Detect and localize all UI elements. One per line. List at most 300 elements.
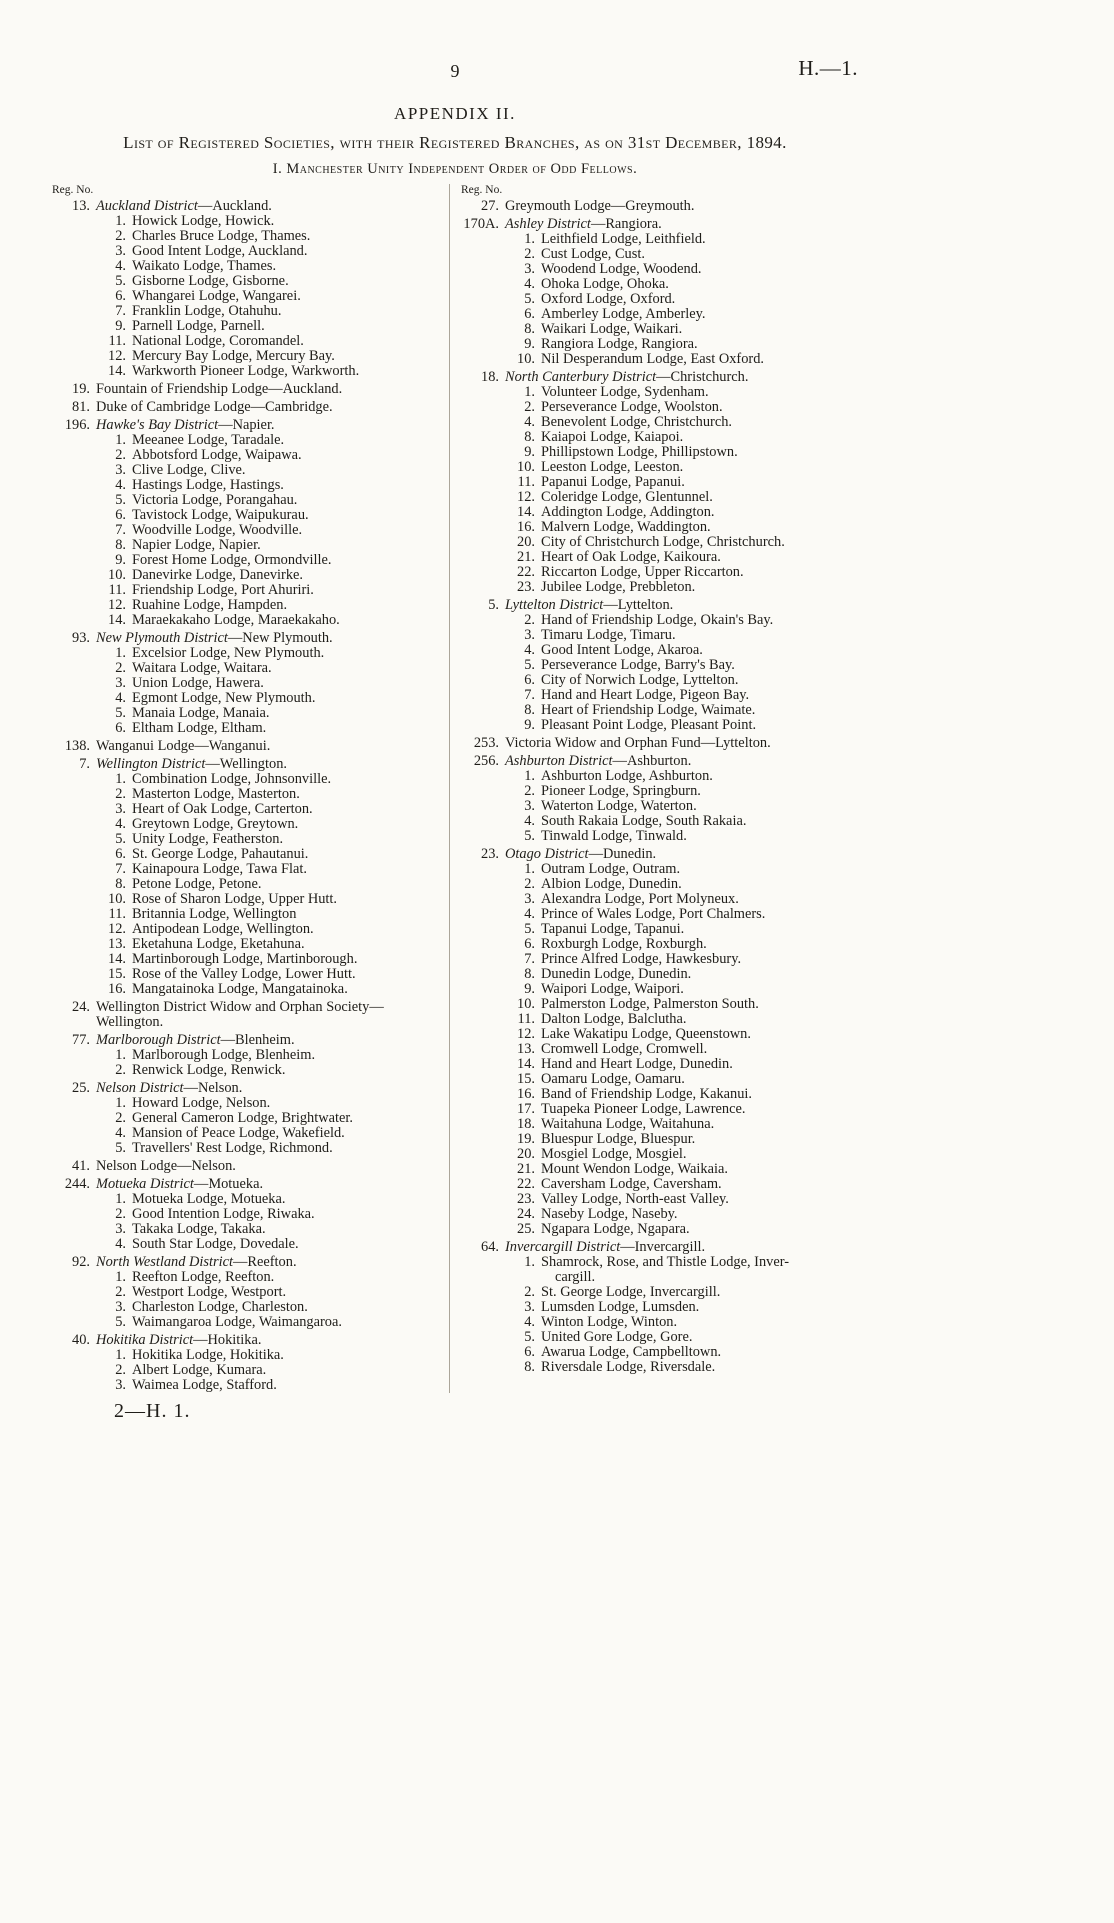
lodge-item: [461, 1330, 858, 1345]
lodge-name: Volunteer Lodge, Sydenham.: [541, 384, 709, 400]
lodge-item: [52, 448, 441, 463]
lodge-name: Timaru Lodge, Timaru.: [541, 627, 676, 643]
lodge-name-continued: cargill.: [555, 1269, 596, 1285]
society-block: [52, 400, 441, 415]
lodge-name: Ngapara Lodge, Ngapara.: [541, 1221, 690, 1237]
lodge-number: 4.: [115, 690, 126, 706]
lodge-item: [461, 1192, 858, 1207]
lodge-item: [52, 721, 441, 736]
lodge-number: 1.: [115, 1269, 126, 1285]
lodge-number: 6.: [524, 936, 535, 952]
lodge-name: Waimea Lodge, Stafford.: [132, 1377, 277, 1393]
lodge-number: 3.: [524, 891, 535, 907]
lodge-item: [52, 1315, 441, 1330]
lodge-item: [461, 613, 858, 628]
society-title: Duke of Cambridge Lodge—Cambridge.: [96, 399, 333, 415]
lodge-number: 7.: [524, 951, 535, 967]
lodge-name: Warkworth Pioneer Lodge, Warkworth.: [132, 363, 360, 379]
lodge-item: [52, 1378, 441, 1393]
lodge-item: [461, 520, 858, 535]
lodge-item: [461, 1255, 858, 1285]
lodge-number: 1.: [524, 861, 535, 877]
lodge-name: Oamaru Lodge, Oamaru.: [541, 1071, 685, 1087]
lodge-name: Hand of Friendship Lodge, Okain's Bay.: [541, 612, 774, 628]
lodge-item: [52, 478, 441, 493]
lodge-item: [461, 922, 858, 937]
lodge-name: Ohoka Lodge, Ohoka.: [541, 276, 669, 292]
lodge-number: 10.: [108, 891, 126, 907]
lodge-item: [52, 274, 441, 289]
lodge-number: 7.: [115, 303, 126, 319]
lodge-item: [52, 259, 441, 274]
registration-number: 93.: [72, 630, 90, 646]
lodge-name: Union Lodge, Hawera.: [132, 675, 264, 691]
lodge-item: [461, 1300, 858, 1315]
registration-number: 25.: [72, 1080, 90, 1096]
lodge-number: 11.: [108, 582, 126, 598]
society-block: [52, 1255, 441, 1330]
lodge-name: Tapanui Lodge, Tapanui.: [541, 921, 685, 937]
lodge-item: [461, 247, 858, 262]
lodge-item: [461, 892, 858, 907]
lodge-item: [461, 997, 858, 1012]
lodge-name: Rose of Sharon Lodge, Upper Hutt.: [132, 891, 338, 907]
society-block: [461, 217, 858, 367]
lodge-item: [461, 565, 858, 580]
lodge-name: Albert Lodge, Kumara.: [132, 1362, 267, 1378]
lodge-number: 12.: [517, 1026, 535, 1042]
lodge-item: [52, 1363, 441, 1378]
lodge-number: 21.: [517, 1161, 535, 1177]
lodge-number: 6.: [115, 288, 126, 304]
lodge-name: Waipori Lodge, Waipori.: [541, 981, 684, 997]
lodge-item: [461, 337, 858, 352]
lodge-number: 12.: [108, 597, 126, 613]
lodge-item: [461, 799, 858, 814]
lodge-name: Perseverance Lodge, Woolston.: [541, 399, 723, 415]
lodge-number: 4.: [524, 276, 535, 292]
lodge-name: Meeanee Lodge, Taradale.: [132, 432, 285, 448]
lodge-number: 24.: [517, 1206, 535, 1222]
society-block: [52, 1081, 441, 1156]
lodge-number: 14.: [108, 363, 126, 379]
lodge-item: [461, 1057, 858, 1072]
lodge-item: [461, 292, 858, 307]
lodge-name: Pleasant Point Lodge, Pleasant Point.: [541, 717, 757, 733]
district-name: Marlborough District: [96, 1032, 221, 1048]
lodge-name: Phillipstown Lodge, Phillipstown.: [541, 444, 738, 460]
lodge-name: Westport Lodge, Westport.: [132, 1284, 287, 1300]
society-title: Otago District—Dunedin.: [505, 846, 657, 862]
lodge-number: 14.: [108, 612, 126, 628]
district-name: North Westland District: [96, 1254, 233, 1270]
society-title: Invercargill District—Invercargill.: [505, 1239, 706, 1255]
lodge-number: 14.: [108, 951, 126, 967]
society-block: [52, 757, 441, 997]
lodge-number: 1.: [524, 384, 535, 400]
lodge-name: Leeston Lodge, Leeston.: [541, 459, 684, 475]
lodge-item: [52, 349, 441, 364]
district-name: Motueka District: [96, 1176, 194, 1192]
lodge-number: 4.: [115, 816, 126, 832]
lodge-name: Rose of the Valley Lodge, Lower Hutt.: [132, 966, 356, 982]
lodge-number: 16.: [108, 981, 126, 997]
column-right: [449, 184, 858, 1393]
society-block: [52, 382, 441, 397]
society-title: Hokitika District—Hokitika.: [96, 1332, 262, 1348]
lodge-item: [52, 433, 441, 448]
registration-number: 40.: [72, 1332, 90, 1348]
lodge-name: Petone Lodge, Petone.: [132, 876, 262, 892]
lodge-item: [461, 1072, 858, 1087]
lodge-name: Heart of Oak Lodge, Carterton.: [132, 801, 313, 817]
lodge-item: [52, 229, 441, 244]
lodge-number: 14.: [517, 504, 535, 520]
lodge-number: 9.: [524, 717, 535, 733]
society-title: Motueka District—Motueka.: [96, 1176, 264, 1192]
society-block: [461, 370, 858, 595]
registration-number: 256.: [473, 753, 499, 769]
society-title: Wanganui Lodge—Wanganui.: [96, 738, 271, 754]
reg-no-label: Reg. No.: [52, 184, 94, 196]
lodge-name: Dalton Lodge, Balclutha.: [541, 1011, 687, 1027]
lodge-name: Naseby Lodge, Naseby.: [541, 1206, 678, 1222]
lodge-name: Manaia Lodge, Manaia.: [132, 705, 270, 721]
lodge-number: 8.: [524, 429, 535, 445]
page-number: 9: [450, 61, 460, 81]
lodge-item: [461, 400, 858, 415]
page-header: [52, 56, 858, 90]
society-title: Marlborough District—Blenheim.: [96, 1032, 295, 1048]
lodge-number: 25.: [517, 1221, 535, 1237]
lodge-number: 2.: [115, 447, 126, 463]
lodge-number: 4.: [115, 1125, 126, 1141]
lodge-item: [52, 1237, 441, 1252]
lodge-item: [52, 1222, 441, 1237]
lodge-item: [461, 385, 858, 400]
lodge-name: Mount Wendon Lodge, Waikaia.: [541, 1161, 728, 1177]
lodge-name: Rangiora Lodge, Rangiora.: [541, 336, 698, 352]
lodge-number: 3.: [115, 1221, 126, 1237]
lodge-number: 11.: [517, 1011, 535, 1027]
district-name: Hawke's Bay District: [96, 417, 219, 433]
society-entry: [461, 598, 858, 613]
lodge-number: 1.: [115, 213, 126, 229]
lodge-item: [461, 952, 858, 967]
lodge-item: [461, 1147, 858, 1162]
society-title: Hawke's Bay District—Napier.: [96, 417, 275, 433]
lodge-item: [52, 553, 441, 568]
lodge-item: [461, 688, 858, 703]
lodge-number: 2.: [115, 1206, 126, 1222]
lodge-number: 10.: [517, 996, 535, 1012]
registration-number: 18.: [481, 369, 499, 385]
lodge-item: [461, 430, 858, 445]
lodge-item: [52, 568, 441, 583]
lodge-number: 1.: [115, 771, 126, 787]
lodge-item: [52, 847, 441, 862]
lodge-name: Charles Bruce Lodge, Thames.: [132, 228, 311, 244]
society-entry: [461, 736, 858, 751]
lodge-name: Waikari Lodge, Waikari.: [541, 321, 683, 337]
lodge-name: Good Intention Lodge, Riwaka.: [132, 1206, 315, 1222]
lodge-name: Victoria Lodge, Porangahau.: [132, 492, 298, 508]
society-entry: [461, 754, 858, 769]
lodge-name: Martinborough Lodge, Martinborough.: [132, 951, 358, 967]
lodge-number: 7.: [115, 861, 126, 877]
registration-number: 24.: [72, 999, 90, 1015]
society-block: [461, 754, 858, 844]
lodge-item: [461, 352, 858, 367]
lodge-number: 2.: [115, 786, 126, 802]
lodge-name: Clive Lodge, Clive.: [132, 462, 246, 478]
lodge-number: 15.: [517, 1071, 535, 1087]
lodge-name: Kaiapoi Lodge, Kaiapoi.: [541, 429, 684, 445]
registration-number: 253.: [473, 735, 499, 751]
lodge-name: Outram Lodge, Outram.: [541, 861, 681, 877]
lodge-number: 3.: [524, 261, 535, 277]
lodge-item: [461, 907, 858, 922]
lodge-number: 1.: [115, 1191, 126, 1207]
lodge-name: Prince of Wales Lodge, Port Chalmers.: [541, 906, 766, 922]
registration-number: 92.: [72, 1254, 90, 1270]
society-block: [461, 736, 858, 751]
lodge-name: Waitara Lodge, Waitara.: [132, 660, 272, 676]
lodge-item: [52, 1285, 441, 1300]
society-title: Wellington District Widow and Orphan Society— Wellington.: [96, 999, 384, 1030]
society-block: [52, 1177, 441, 1252]
registration-number: 64.: [481, 1239, 499, 1255]
lodge-number: 4.: [524, 906, 535, 922]
lodge-item: [52, 967, 441, 982]
society-block: [52, 418, 441, 628]
lodge-name: Nil Desperandum Lodge, East Oxford.: [541, 351, 764, 367]
lodge-item: [52, 817, 441, 832]
lodge-number: 5.: [524, 1329, 535, 1345]
lodge-item: [52, 691, 441, 706]
lodge-name: Napier Lodge, Napier.: [132, 537, 261, 553]
lodge-number: 19.: [517, 1131, 535, 1147]
lodge-item: [52, 1300, 441, 1315]
society-block: [52, 631, 441, 736]
society-entry: [52, 1000, 441, 1030]
lodge-item: [52, 676, 441, 691]
lodge-name: Winton Lodge, Winton.: [541, 1314, 678, 1330]
lodge-name: Franklin Lodge, Otahuhu.: [132, 303, 282, 319]
lodge-number: 3.: [524, 798, 535, 814]
lodge-name: Lake Wakatipu Lodge, Queenstown.: [541, 1026, 751, 1042]
lodge-item: [52, 787, 441, 802]
lodge-item: [52, 922, 441, 937]
lodge-name: Dunedin Lodge, Dunedin.: [541, 966, 692, 982]
lodge-item: [461, 460, 858, 475]
district-name: Wellington District: [96, 756, 206, 772]
society-title: Wellington District—Wellington.: [96, 756, 287, 772]
lodge-item: [461, 1360, 858, 1375]
lodge-number: 4.: [115, 477, 126, 493]
lodge-item: [461, 1345, 858, 1360]
lodge-name: Excelsior Lodge, New Plymouth.: [132, 645, 325, 661]
lodge-number: 8.: [115, 876, 126, 892]
lodge-item: [461, 505, 858, 520]
lodge-name: Alexandra Lodge, Port Molyneux.: [541, 891, 739, 907]
lodge-number: 2.: [115, 1062, 126, 1078]
registration-number: 81.: [72, 399, 90, 415]
lodge-number: 15.: [108, 966, 126, 982]
lodge-name: Woodend Lodge, Woodend.: [541, 261, 702, 277]
lodge-name: Whangarei Lodge, Wangarei.: [132, 288, 301, 304]
society-entry: [461, 199, 858, 214]
lodge-number: 2.: [115, 228, 126, 244]
lodge-number: 7.: [524, 687, 535, 703]
society-entry: [52, 1177, 441, 1192]
lodge-name: Maraekakaho Lodge, Maraekakaho.: [132, 612, 340, 628]
lodge-name: Pioneer Lodge, Springburn.: [541, 783, 701, 799]
lodge-item: [52, 523, 441, 538]
lodge-number: 9.: [524, 981, 535, 997]
column-left: [52, 184, 449, 1393]
society-title: Nelson District—Nelson.: [96, 1080, 243, 1096]
lodge-number: 4.: [524, 813, 535, 829]
lodge-item: [52, 1111, 441, 1126]
lodge-name: Waimangaroa Lodge, Waimangaroa.: [132, 1314, 342, 1330]
lodge-item: [52, 982, 441, 997]
lodge-name: Palmerston Lodge, Palmerston South.: [541, 996, 759, 1012]
registration-number: 196.: [64, 417, 90, 433]
lodge-number: 9.: [524, 444, 535, 460]
lodge-item: [461, 445, 858, 460]
society-entry: [52, 400, 441, 415]
district-name: Ashley District: [505, 216, 591, 232]
lodge-name: Tinwald Lodge, Tinwald.: [541, 828, 687, 844]
lodge-name: Jubilee Lodge, Prebbleton.: [541, 579, 696, 595]
lodge-name: Egmont Lodge, New Plymouth.: [132, 690, 316, 706]
lodge-item: [461, 643, 858, 658]
lodge-number: 5.: [115, 1314, 126, 1330]
footer-signature: 2—H. 1.: [114, 1400, 191, 1422]
lodge-item: [52, 1063, 441, 1078]
lodge-name: Benevolent Lodge, Christchurch.: [541, 414, 733, 430]
lodge-number: 3.: [115, 801, 126, 817]
lodge-name: Leithfield Lodge, Leithfield.: [541, 231, 706, 247]
lodge-item: [461, 1207, 858, 1222]
lodge-number: 8.: [524, 702, 535, 718]
district-name: North Canterbury District: [505, 369, 657, 385]
lodge-number: 5.: [115, 273, 126, 289]
society-entry: [52, 382, 441, 397]
lodge-name: Antipodean Lodge, Wellington.: [132, 921, 314, 937]
lodge-item: [461, 535, 858, 550]
lodge-number: 4.: [115, 1236, 126, 1252]
doc-reference: H.—1.: [798, 56, 858, 80]
lodge-number: 6.: [524, 306, 535, 322]
society-title: Lyttelton District—Lyttelton.: [505, 597, 674, 613]
lodge-item: [52, 613, 441, 628]
lodge-number: 6.: [115, 507, 126, 523]
lodge-number: 14.: [517, 1056, 535, 1072]
society-block: [461, 199, 858, 214]
society-entry: [52, 631, 441, 646]
lodge-name: Britannia Lodge, Wellington: [132, 906, 297, 922]
lodge-name: Malvern Lodge, Waddington.: [541, 519, 711, 535]
lodge-number: 2.: [115, 1362, 126, 1378]
lodge-name: Hand and Heart Lodge, Pigeon Bay.: [541, 687, 750, 703]
lodge-item: [52, 952, 441, 967]
lodge-item: [461, 1042, 858, 1057]
lodge-name: Papanui Lodge, Papanui.: [541, 474, 685, 490]
lodge-name: Reefton Lodge, Reefton.: [132, 1269, 275, 1285]
district-name: Invercargill District: [505, 1239, 621, 1255]
lodge-number: 4.: [115, 258, 126, 274]
lodge-name: Gisborne Lodge, Gisborne.: [132, 273, 289, 289]
society-block: [52, 1159, 441, 1174]
lodge-name: Valley Lodge, North-east Valley.: [541, 1191, 729, 1207]
lodge-item: [461, 829, 858, 844]
district-name: New Plymouth District: [96, 630, 228, 646]
lodge-item: [461, 718, 858, 733]
society-title: Auckland District—Auckland.: [96, 198, 272, 214]
lodge-number: 5.: [115, 705, 126, 721]
society-title: New Plymouth District—New Plymouth.: [96, 630, 333, 646]
lodge-name: Hokitika Lodge, Hokitika.: [132, 1347, 284, 1363]
lodge-number: 4.: [524, 1314, 535, 1330]
lodge-item: [461, 322, 858, 337]
lodge-name: Good Intent Lodge, Auckland.: [132, 243, 308, 259]
lodge-item: [52, 289, 441, 304]
lodge-number: 18.: [517, 1116, 535, 1132]
lodge-number: 13.: [108, 936, 126, 952]
lodge-name: Renwick Lodge, Renwick.: [132, 1062, 286, 1078]
lodge-name: City of Norwich Lodge, Lyttelton.: [541, 672, 739, 688]
lodge-number: 1.: [524, 1254, 535, 1270]
lodge-item: [52, 832, 441, 847]
lodge-number: 2.: [524, 246, 535, 262]
registration-number: 77.: [72, 1032, 90, 1048]
lodge-number: 3.: [115, 1299, 126, 1315]
lodge-name: Awarua Lodge, Campbelltown.: [541, 1344, 722, 1360]
lodge-item: [52, 319, 441, 334]
lodge-number: 1.: [524, 231, 535, 247]
lodge-name: Forest Home Lodge, Ormondville.: [132, 552, 332, 568]
society-entry: [52, 418, 441, 433]
society-entry: [461, 1240, 858, 1255]
lodge-number: 1.: [115, 645, 126, 661]
lodge-name: South Star Lodge, Dovedale.: [132, 1236, 299, 1252]
lodge-number: 2.: [524, 1284, 535, 1300]
lodge-number: 4.: [524, 642, 535, 658]
lodge-number: 17.: [517, 1101, 535, 1117]
lodge-number: 3.: [115, 462, 126, 478]
registration-number: 27.: [481, 198, 499, 214]
lodge-number: 21.: [517, 549, 535, 565]
lodge-item: [52, 907, 441, 922]
section-title: I. Manchester Unity Independent Order of Odd Fellows.: [272, 161, 638, 177]
society-entry: [52, 739, 441, 754]
lodge-name: Hastings Lodge, Hastings.: [132, 477, 284, 493]
lodge-item: [52, 214, 441, 229]
lodge-name: Cust Lodge, Cust.: [541, 246, 645, 262]
lodge-item: [461, 232, 858, 247]
lodge-number: 16.: [517, 519, 535, 535]
society-title: Victoria Widow and Orphan Fund—Lyttelton.: [505, 735, 771, 751]
registration-number: 170A.: [463, 216, 499, 232]
registration-number: 5.: [488, 597, 499, 613]
registration-number: 13.: [72, 198, 90, 214]
lodge-number: 1.: [115, 1095, 126, 1111]
district-name: Otago District: [505, 846, 589, 862]
lodge-name: Parnell Lodge, Parnell.: [132, 318, 265, 334]
lodge-number: 5.: [524, 657, 535, 673]
